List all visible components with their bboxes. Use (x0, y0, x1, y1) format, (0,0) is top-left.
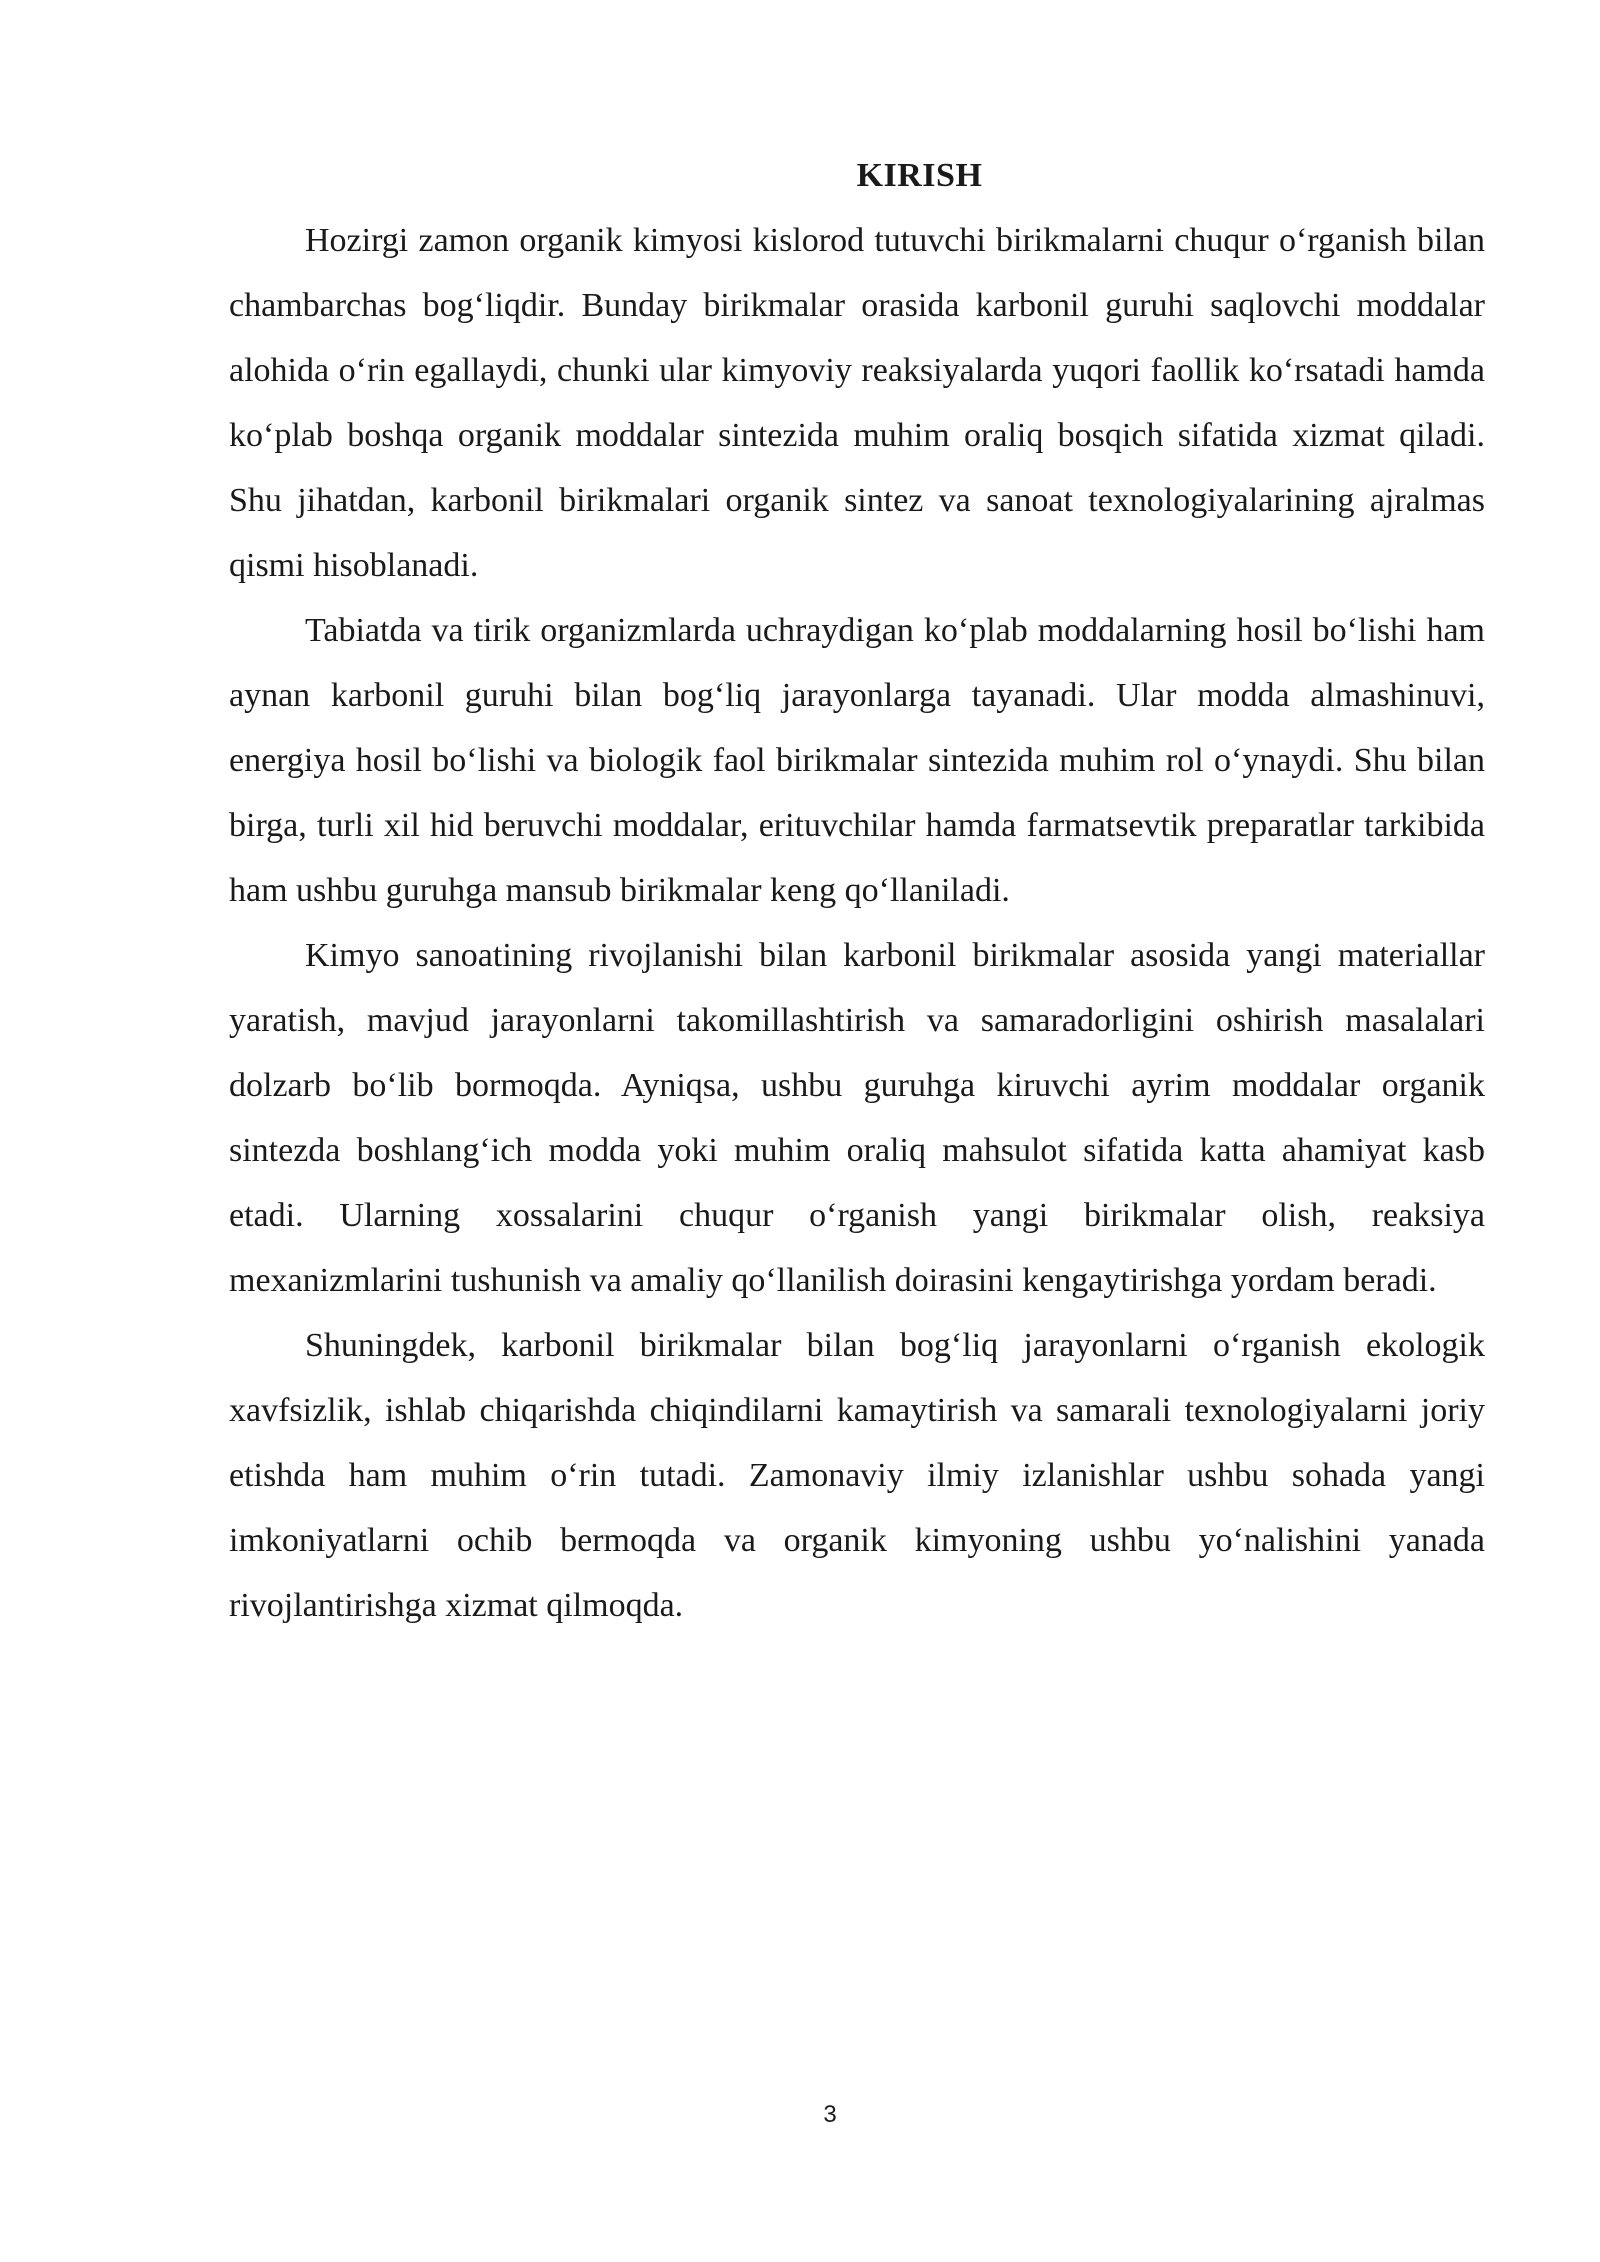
paragraph-1: Hozirgi zamon organik kimyosi kislorod tutuvchi birikmalarni chuqur o‘rganish bilan chambarchas bog‘liqdir. Bunday birikmalar orasida karbonil guruhi saqlovchi moddalar alohida o‘rin egallaydi, chunki ular kimyoviy reaksiyalarda yuqori faollik ko‘rsatadi hamda ko‘plab boshqa organik moddalar sintezida muhim oraliq bosqich sifatida xizmat qiladi. Shu jihatdan, karbonil birikmalari organik sintez va sanoat texnologiyalarining ajralmas qismi hisoblanadi. (229, 222, 1485, 584)
section-heading: KIRISH (856, 157, 983, 194)
paragraph-4: Shuningdek, karbonil birikmalar bilan bog‘liq jarayonlarni o‘rganish ekologik xavfsizlik, ishlab chiqarishda chiqindilarni kamaytirish va samarali texnologiyalarni joriy etishda ham muhim o‘rin tutadi. Zamonaviy ilmiy izlanishlar ushbu sohada yangi imkoniyatlarni ochib bermoqda va organik kimyoning ushbu yo‘nalishini yanada rivojlantirishga xizmat qilmoqda. (229, 1327, 1485, 1624)
paragraph-3: Kimyo sanoatining rivojlanishi bilan karbonil birikmalar asosida yangi materiallar yaratish, mavjud jarayonlarni takomillashtirish va samaradorligini oshirish masalalari dolzarb bo‘lib bormoqda. Ayniqsa, ushbu guruhga kiruvchi ayrim moddalar organik sintezda boshlang‘ich modda yoki muhim oraliq mahsulot sifatida katta ahamiyat kasb etadi. Ularning xossalarini chuqur o‘rganish yangi birikmalar olish, reaksiya mexanizmlarini tushunish va amaliy qo‘llanilish doirasini kengaytirishga yordam beradi. (229, 937, 1485, 1299)
paragraph-2: Tabiatda va tirik organizmlarda uchraydigan ko‘plab moddalarning hosil bo‘lishi ham aynan karbonil guruhi bilan bog‘liq jarayonlarga tayanadi. Ular modda almashinuvi, energiya hosil bo‘lishi va biologik faol birikmalar sintezida muhim rol o‘ynaydi. Shu bilan birga, turli xil hid beruvchi moddalar, erituvchilar hamda farmatsevtik preparatlar tarkibida ham ushbu guruhga mansub birikmalar keng qo‘llaniladi. (229, 612, 1485, 909)
page-number: 3 (823, 2101, 837, 2128)
page-content (229, 144, 1485, 1638)
